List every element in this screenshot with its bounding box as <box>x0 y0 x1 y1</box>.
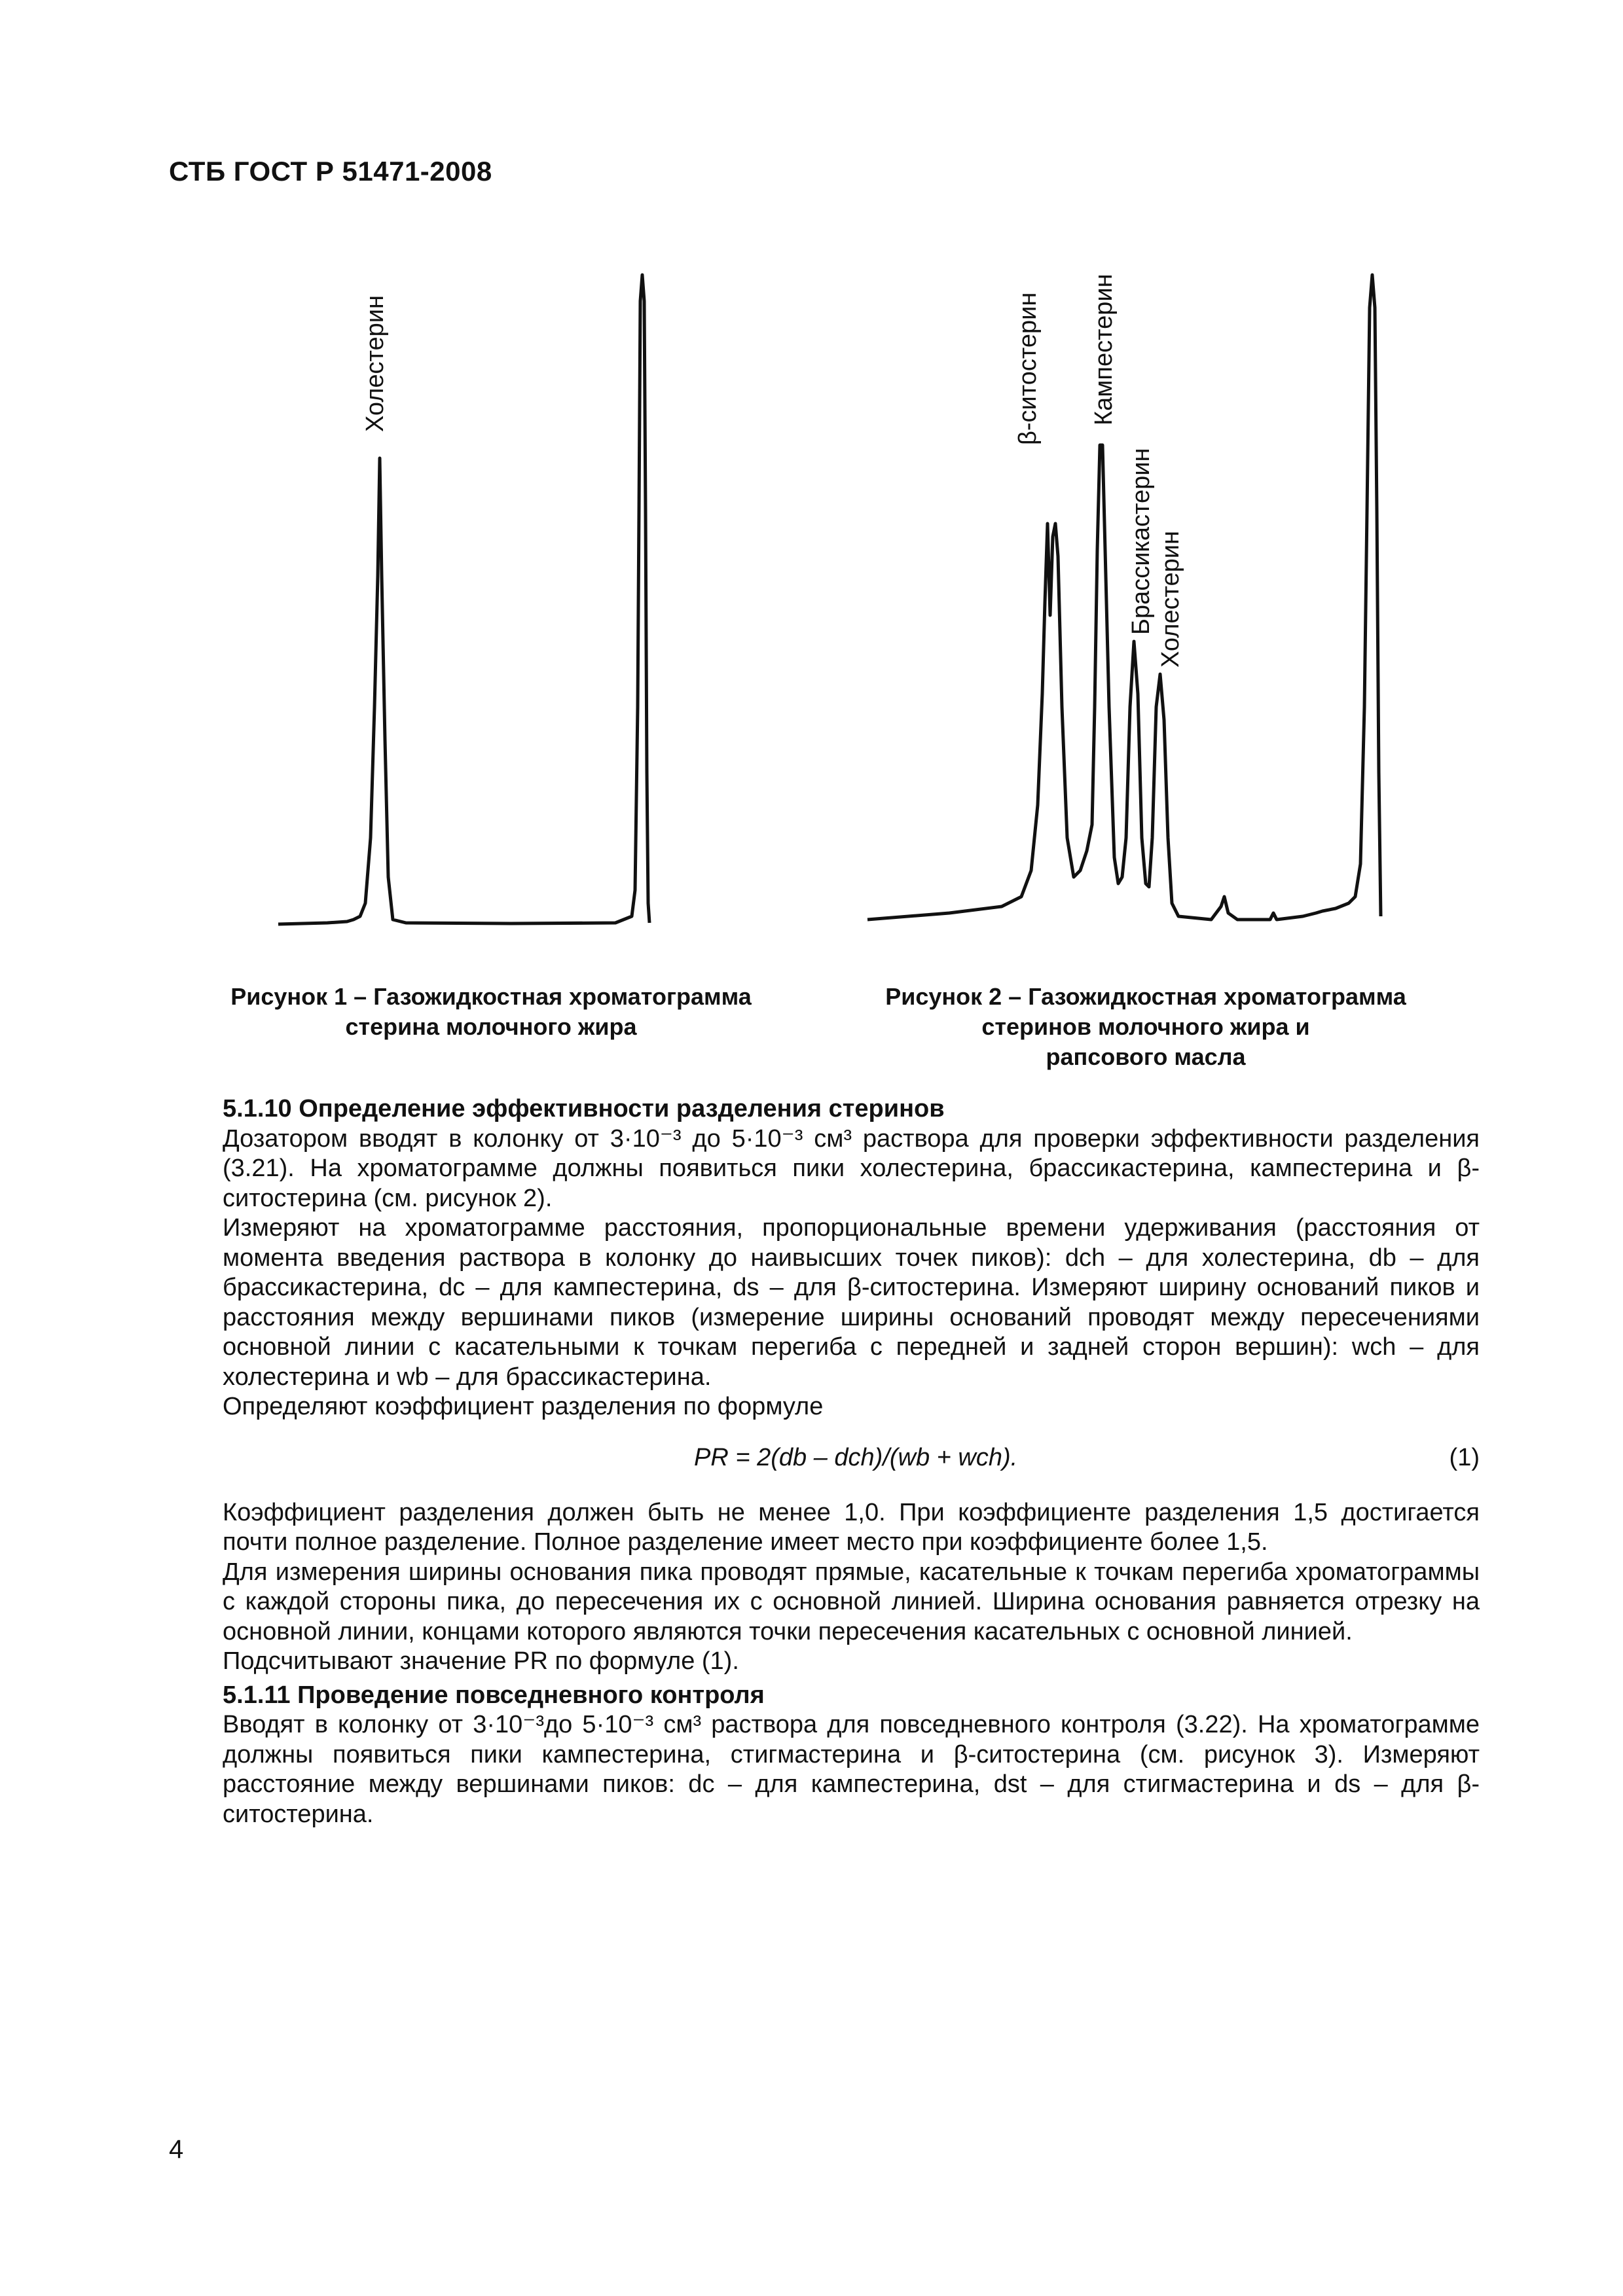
figure-1-caption: Рисунок 1 – Газожидкостная хроматограмма стерина молочного жира <box>230 983 752 1040</box>
section-heading-5-1-11: 5.1.11 Проведение повседневного контроля <box>223 1681 765 1709</box>
peak-label-cholesterol: Холестерин <box>1157 531 1184 668</box>
document-body <box>223 1092 1480 1829</box>
paragraph: Вводят в колонку от 3·10⁻³до 5·10⁻³ см³ раствора для повседневного контроля (3.22). На хроматограмме должны появиться пики кампестерина, стигмастерина и β-ситостерина (см. рисунок 3). Измеряют расстояние между вершинами пиков: dc – для кампестерина, dst – для стигмастерина и ds – для β-ситостерина. <box>223 1711 1480 1828</box>
figure-2-caption: Рисунок 2 – Газожидкостная хроматограмма стеринов молочного жира и рапсового масла <box>885 983 1406 1070</box>
paragraph: Подсчитывают значение PR по формуле (1). <box>223 1647 739 1675</box>
formula-expression: PR = 2(db – dch)/(wb + wch). <box>694 1443 1018 1471</box>
peak-label-campesterol: Кампестерин <box>1090 274 1118 425</box>
chromatogram-figure-1 <box>249 249 681 956</box>
formula-1 <box>223 1429 1480 1488</box>
chromatogram-trace <box>278 275 649 924</box>
formula-number: (1) <box>1449 1443 1480 1471</box>
chromatogram-figure-2 <box>851 249 1453 956</box>
page-number: 4 <box>169 2135 184 2164</box>
peak-label-beta-sitosterol: β-ситостерин <box>1014 292 1042 445</box>
paragraph: Дозатором вводят в колонку от 3·10⁻³ до 5·10⁻³ см³ раствора для проверки эффективности разделения (3.21). На хроматограмме должны появиться пики холестерина, брассикастерина, кампестерина и β-ситостерина (см. рисунок 2). <box>223 1124 1480 1212</box>
section-heading-5-1-10: 5.1.10 Определение эффективности разделения стеринов <box>223 1095 945 1122</box>
chromatogram-trace <box>867 275 1381 920</box>
paragraph: Определяют коэффициент разделения по формуле <box>223 1393 824 1420</box>
peak-label-cholesterol: Холестерин <box>361 295 389 432</box>
paragraph: Измеряют на хроматограмме расстояния, пропорциональные времени удерживания (расстояния от момента введения раствора в колонку до наивысших точек пиков): dch – для холестерина, db – для брассикастерина, dc – для кампестерина, ds – для β-ситостерина. Измеряют ширину оснований пиков и расстояния между вершинами пиков (измерение ширины оснований проводят между пересечениями основной линии с касательными к точкам перегиба с передней и задней сторон вершин): wch – для холестерина и wb – для брассикастерина. <box>223 1214 1480 1391</box>
paragraph: Коэффициент разделения должен быть не менее 1,0. При коэффициенте разделения 1,5 достигается почти полное разделение. Полное разделение имеет место при коэффициенте более 1,5. <box>223 1498 1480 1556</box>
peak-label-brassicasterol: Брассикастерин <box>1127 448 1155 635</box>
paragraph: Для измерения ширины основания пика проводят прямые, касательные к точкам перегиба хроматограммы с каждой стороны пика, до пересечения их с основной линией. Ширина основания равняется отрезку на основной линии, концами которого являются точки пересечения касательных с основной линией. <box>223 1558 1480 1645</box>
document-header: СТБ ГОСТ Р 51471-2008 <box>169 156 492 187</box>
